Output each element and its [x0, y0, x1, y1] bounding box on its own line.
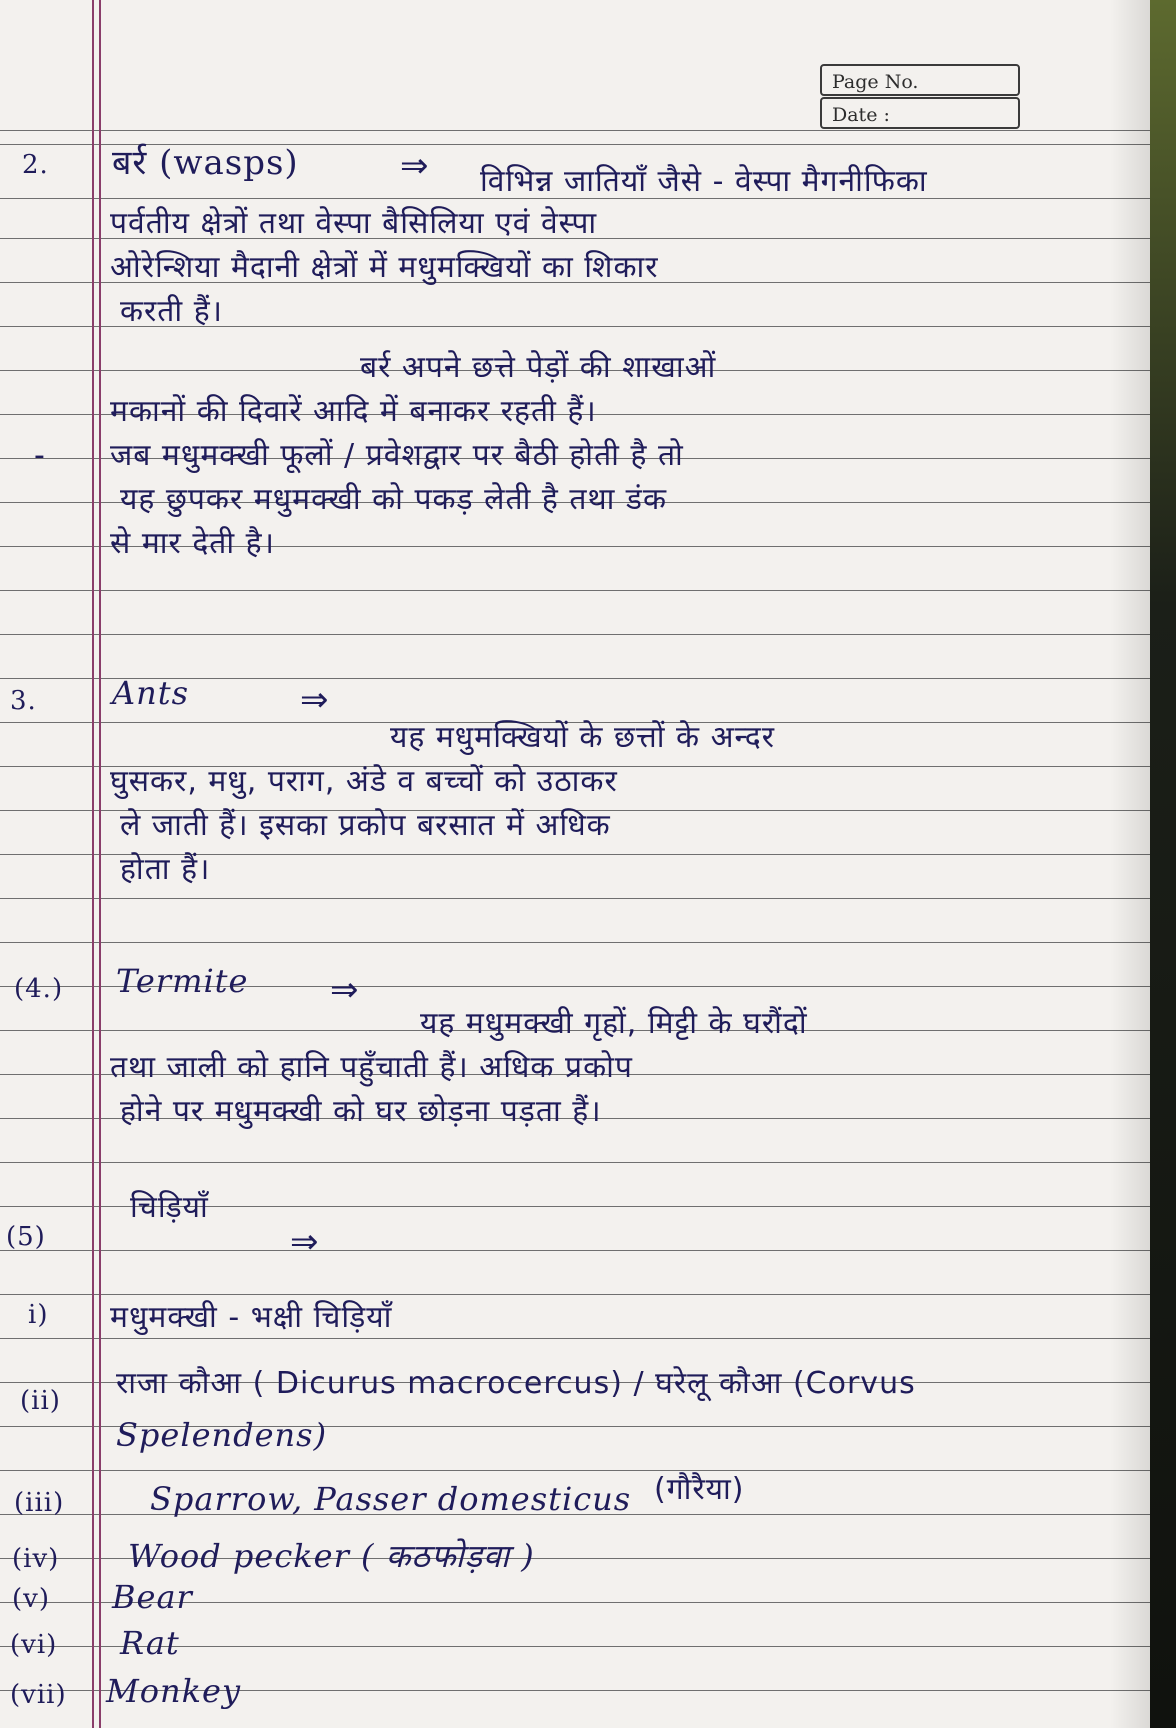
text-line: यह मधुमक्खियों के छत्तों के अन्दर [390, 720, 775, 755]
list-number: (vi) [10, 1630, 58, 1660]
text-line: यह मधुमक्खी गृहों, मिट्टी के घरौंदों [420, 1006, 808, 1041]
list-item: Monkey [106, 1672, 242, 1710]
ruled-line [0, 1294, 1150, 1295]
ruled-line [0, 590, 1150, 591]
section-number: (5) [6, 1222, 46, 1252]
ruled-line [0, 1162, 1150, 1163]
arrow-icon: ⇒ [300, 680, 330, 720]
list-number: (vii) [10, 1680, 67, 1710]
page-no-box [820, 64, 1020, 96]
arrow-icon: ⇒ [400, 146, 430, 186]
date-box [820, 97, 1020, 129]
date-label: Date : [832, 104, 890, 126]
text-line: ओरेन्शिया मैदानी क्षेत्रों में मधुमक्खियों का शिकार [110, 250, 659, 285]
text-line: करती हैं। [120, 294, 224, 329]
ruled-line [0, 942, 1150, 943]
list-item: Rat [120, 1624, 180, 1662]
section-heading: बर्र (wasps) [112, 143, 299, 183]
section-heading: Ants [112, 674, 189, 712]
list-item: Spelendens) [116, 1416, 328, 1454]
section-heading: Termite [116, 962, 249, 1000]
list-number: (ii) [20, 1386, 61, 1416]
page-edge-shadow [1110, 0, 1150, 1728]
margin-line-left [92, 0, 94, 1728]
section-number: 2. [22, 150, 49, 180]
ruled-line [0, 130, 1150, 131]
text-line: बर्र अपने छत्ते पेड़ों की शाखाओं [360, 350, 717, 385]
section-heading: चिड़ियाँ [130, 1190, 209, 1225]
section-number: 3. [10, 686, 37, 716]
margin-line-right [99, 0, 101, 1728]
text-line: यह छुपकर मधुमक्खी को पकड़ लेती है तथा डंक [120, 482, 668, 517]
arrow-icon: ⇒ [290, 1222, 320, 1262]
list-item: Wood pecker ( कठफोड़वा ) [128, 1537, 535, 1575]
list-number: (iii) [14, 1488, 65, 1518]
page-no-label: Page No. [832, 71, 919, 93]
list-note: (गौरैया) [654, 1472, 745, 1507]
text-line: जब मधुमक्खी फूलों / प्रवेशद्वार पर बैठी होती है तो [110, 438, 684, 473]
text-line: मकानों की दिवारें आदि में बनाकर रहती हैं। [110, 394, 597, 429]
list-item: राजा कौआ ( Dicurus macrocercus) / घरेलू कौआ (Corvus [116, 1366, 916, 1401]
background-surface [1150, 0, 1176, 1728]
text-line: होने पर मधुमक्खी को घर छोड़ना पड़ता हैं। [120, 1094, 602, 1129]
list-number: (v) [12, 1584, 50, 1614]
list-number: i) [28, 1300, 49, 1330]
ruled-line [0, 898, 1150, 899]
list-item: Bear [112, 1578, 193, 1616]
text-line: पर्वतीय क्षेत्रों तथा वेस्पा बैसिलिया एवं वेस्पा [110, 206, 598, 241]
text-line: तथा जाली को हानि पहुँचाती हैं। अधिक प्रकोप [110, 1050, 633, 1085]
margin-mark: - [34, 438, 46, 473]
list-item: Sparrow, Passer domesticus [150, 1480, 632, 1518]
text-line: होता हैं। [120, 852, 211, 887]
ruled-line [0, 1250, 1150, 1251]
text-line: ले जाती हैं। इसका प्रकोप बरसात में अधिक [120, 808, 611, 843]
text-line: घुसकर, मधु, पराग, अंडे व बच्चों को उठाकर [110, 764, 618, 799]
text-line: से मार देती है। [110, 526, 275, 561]
ruled-line [0, 634, 1150, 635]
list-number: (iv) [12, 1544, 60, 1574]
text-line: विभिन्न जातियाँ जैसे - वेस्पा मैगनीफिका [480, 164, 928, 199]
ruled-line [0, 1470, 1150, 1471]
section-number: (4.) [14, 974, 64, 1004]
list-item: मधुमक्खी - भक्षी चिड़ियाँ [110, 1300, 393, 1335]
arrow-icon: ⇒ [330, 970, 360, 1010]
